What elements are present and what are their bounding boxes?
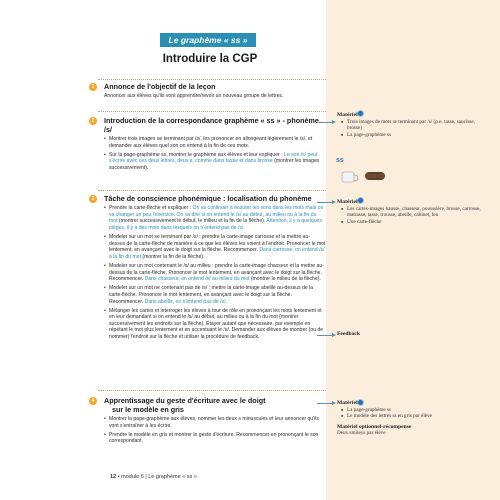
section-body xyxy=(98,136,326,172)
bullet-item: • Montrer la page-graphème aux élèves, nommer les deux s minuscules et leur annoncer qu'ils vont s'entraîner à les écrire. xyxy=(104,416,326,429)
materiel-block-2 xyxy=(337,199,487,225)
text-run: (montrer successivement le début, le milieu et la fin de la flèche). xyxy=(117,218,267,225)
section-1 xyxy=(91,82,326,102)
feedback-title: Feedback xyxy=(337,331,360,337)
text-run: (montrer les images successivement). xyxy=(109,158,320,171)
bullet-item xyxy=(104,205,326,231)
materiel-item: ■ Une carte-flèche xyxy=(347,219,487,225)
bullet-item xyxy=(104,152,326,172)
text-run: Prendre la carte-flèche et expliquer : xyxy=(109,205,193,211)
section-title: Annonce de l'objectif de la leçon xyxy=(104,82,216,91)
quote-text: Dans abeille, on n'entend pas de /s/. xyxy=(144,298,227,305)
paragraph: Annoncer aux élèves qu'ils vont apprendre/revoir un nouveau groupe de lettres. xyxy=(104,93,284,99)
section-number: 4 xyxy=(89,397,97,405)
cup-icon xyxy=(340,168,362,186)
text-run: Sur la page-graphème ss, montrer le graphème aux élèves et leur expliquer : xyxy=(109,151,284,158)
page-title: Introduire la CGP xyxy=(162,53,258,65)
materiel-item: ■ Trois images de mots se terminant par /s/ (p.e. tasse, saucisse, brosse) xyxy=(347,119,487,132)
section-body xyxy=(98,93,326,100)
materiel-list xyxy=(337,407,487,420)
brush-icon xyxy=(364,170,386,184)
section-body xyxy=(98,205,326,341)
optional-materiel-text: Deux smileys par élève xyxy=(337,430,386,437)
dotted-divider xyxy=(98,390,326,391)
materiel-block-1 xyxy=(337,112,487,138)
materiel-item: ■ Les cartes-images hausse, chasseur, pousssière, brosse, carrosse, matrasse, tasse, trousse, abeille, cabinet, feu xyxy=(347,206,487,219)
quote-text: Attention, il y a quelques pièges, il y a des mots dans lesquels on n'entend pas de /s/. xyxy=(109,218,322,231)
text-run: Modeler sur un mot se terminant par /s/ : prendre la carte-image carrosse et la mettre au-dessus de la carte-flèche de manière à ce que les élèves les voient à l'endroit. Prononcer le mot lentement, en avançant avec le doigt sur la flèche. Recommencer. xyxy=(109,233,326,254)
materiel-list xyxy=(337,119,487,138)
materiel-list xyxy=(337,206,487,225)
bullet-item xyxy=(104,285,326,305)
dotted-divider xyxy=(98,79,326,80)
section-2 xyxy=(91,116,326,174)
section-body xyxy=(98,416,326,445)
quote-text: On va continuer à écouter les sons dans les mots mais on va changer un peu l'exercice. On va dire si on entend le /s/ au début, au milieu ou à la fin du mot xyxy=(109,205,324,225)
arrow-icon xyxy=(317,403,333,404)
footer-sep: • xyxy=(117,474,120,480)
materiel-item: ■ La page-graphème ss xyxy=(347,407,487,413)
section-title: Tâche de conscience phonémique : localisation du phonème xyxy=(104,194,312,203)
section-3 xyxy=(91,194,326,343)
section-4 xyxy=(91,396,326,448)
quote-text: Dans carrosse, on entend /s/ à la fin du mot xyxy=(109,247,325,260)
arrow-icon xyxy=(317,202,333,203)
materiel-title: Matériel xyxy=(337,199,358,205)
quote-text: Dans chasseur, on entend /s/ au milieu du mot xyxy=(144,276,250,283)
arrow-icon xyxy=(317,122,333,123)
page-footer xyxy=(110,474,197,480)
materiel-title: Matériel xyxy=(337,112,358,118)
optional-materiel-title: Matériel optionnel-récompense xyxy=(337,423,412,430)
text-run: (montrer la fin de la flèche). xyxy=(141,253,205,260)
text-run: (montrer le milieu de la flèche). xyxy=(249,276,321,283)
bullet-item: • Mélanger les cartes et interroger les élèves à tour de rôle en prononçant les mots lentement et en leur demandant si on entend le /s/ au début, au milieu ou à la fin du mot (montrer successivement les endroits sur la flèche). Étayer autant que nécessaire, par exemple en répétant le mot plus lentement et en accentuant le /s/. Demander aux élèves de montrer (ou de nommer) l'endroit sur la flèche et utiliser la procédure de feedback. xyxy=(104,308,326,341)
lesson-banner: Le graphème « ss » xyxy=(160,33,256,47)
dotted-divider xyxy=(98,111,326,112)
footer-text: module 6 | Le graphème « ss » xyxy=(121,474,197,480)
graphem-label: ss xyxy=(336,157,344,164)
materiel-title: Matériel xyxy=(337,400,358,406)
text-run: Modeler sur un mot contenant le /s/ au milieu : prendre la carte-image chasseur et la mettre au-dessus de la carte-flèche. Prononcer le mot lentement, en avançant avec le doigt sur la flèche. Recommencer. xyxy=(109,262,324,283)
bullet-item: • Prendre le modèle en gris et montrer le geste d'écriture. Recommencer en prononçant le son correspondant. xyxy=(104,432,326,445)
section-title: Introduction de la correspondance graphème « ss » - phonème /s/ xyxy=(104,116,319,134)
arrow-icon xyxy=(317,335,333,336)
section-title-line2: sur le modèle en gris xyxy=(112,405,184,414)
bullet-item: • Montrer trois images se terminant par /s/, les prononcer en allongeant légèrement le /s/, et demander aux élèves quel son on entend à la fin de ces mots. xyxy=(104,136,326,149)
quote-text: Le son /s/ peut s'écrire avec ces deux lettres, deux s, comme dans tasse et dans brosse xyxy=(109,151,318,165)
bullet-item xyxy=(104,234,326,260)
section-number: 1 xyxy=(89,83,97,91)
text-run: Modeler sur un mot ne contenant pas de /s/ : mettre la carte-image abeille au-dessus de la carte-flèche. Prononcer le mot lentement, en avançant avec le doigt sur la flèche. Recommencer. xyxy=(109,285,314,305)
materiel-item: ■ La page-graphème ss xyxy=(347,132,487,138)
section-number: 3 xyxy=(89,195,97,203)
dotted-divider xyxy=(98,190,326,191)
page-number: 12 xyxy=(110,474,117,480)
bullet-item xyxy=(104,263,326,283)
materiel-item: ■ Le modèle des lettres ss en gris par élève xyxy=(347,413,487,419)
materiel-block-3 xyxy=(337,400,487,437)
feedback-block xyxy=(337,331,487,338)
section-title: Apprentissage du geste d'écriture avec le doigt xyxy=(104,396,266,405)
section-number: 2 xyxy=(89,117,97,125)
